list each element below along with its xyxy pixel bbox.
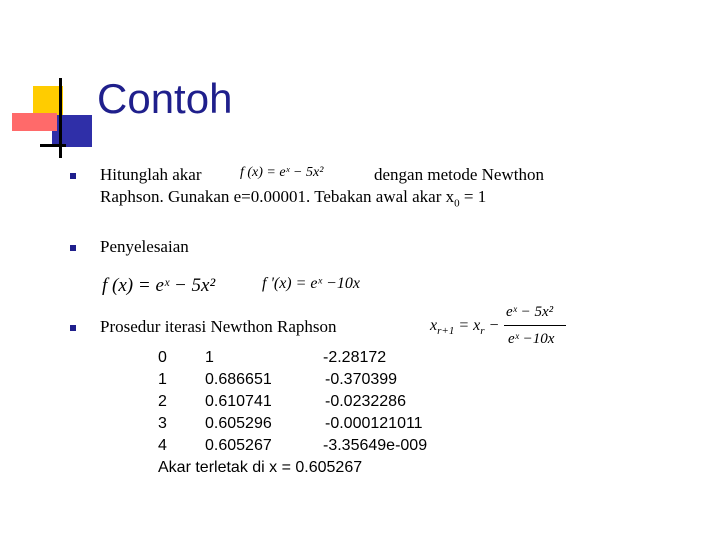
iter-fx: -0.0232286 bbox=[325, 393, 406, 410]
bullet-1-line-2-suffix: = 1 bbox=[463, 187, 487, 206]
iter-x: 0.605296 bbox=[205, 415, 272, 432]
function-formula: f (x) = eˣ − 5x² bbox=[102, 275, 216, 296]
fraction-denominator: eˣ −10x bbox=[508, 331, 555, 347]
iter-r: 4 bbox=[158, 437, 167, 454]
derivative-formula: f '(x) = eˣ −10x bbox=[262, 275, 360, 292]
bullet-2-text: Penyelesaian bbox=[100, 237, 189, 256]
iter-x: 1 bbox=[205, 349, 214, 366]
red-bar bbox=[12, 113, 57, 131]
bullet-marker bbox=[70, 245, 76, 251]
iter-fx: -2.28172 bbox=[323, 349, 387, 366]
bullet-marker bbox=[70, 173, 76, 179]
blue-square bbox=[52, 115, 92, 147]
iter-r: 1 bbox=[158, 371, 167, 388]
iter-fx: -3.35649e-009 bbox=[323, 437, 428, 454]
horizontal-rule bbox=[40, 144, 66, 147]
slide-title: Contoh bbox=[97, 75, 233, 122]
bullet-1-line-2-sub: 0 bbox=[454, 197, 460, 210]
bullet-3-text: Prosedur iterasi Newthon Raphson bbox=[100, 317, 337, 336]
iter-fx: -0.370399 bbox=[325, 371, 398, 388]
iter-r: 3 bbox=[158, 415, 167, 432]
bullet-marker bbox=[70, 325, 76, 331]
iteration-lhs: $x_{r+1} = x_r$ − bbox=[430, 317, 500, 338]
inline-function-formula: f (x) = eˣ − 5x² bbox=[240, 165, 324, 180]
bullet-1-line-2-prefix: Raphson. Gunakan e=0.00001. Tebakan awal akar x bbox=[100, 187, 455, 206]
bullet-1-line-2 bbox=[100, 188, 486, 209]
iter-x: 0.605267 bbox=[205, 437, 272, 454]
conclusion-text: Akar terletak di x = 0.605267 bbox=[158, 459, 363, 476]
iter-x: 0.686651 bbox=[205, 371, 272, 388]
iter-r: 0 bbox=[158, 349, 167, 366]
fraction-bar bbox=[504, 325, 566, 326]
iter-fx: -0.000121011 bbox=[325, 415, 423, 432]
bullet-1-text-after: dengan metode Newthon bbox=[374, 165, 544, 184]
fraction-numerator: eˣ − 5x² bbox=[506, 304, 554, 320]
iter-x: 0.610741 bbox=[205, 393, 272, 410]
iter-r: 2 bbox=[158, 393, 167, 410]
bullet-1-text-before: Hitunglah akar bbox=[100, 165, 202, 184]
